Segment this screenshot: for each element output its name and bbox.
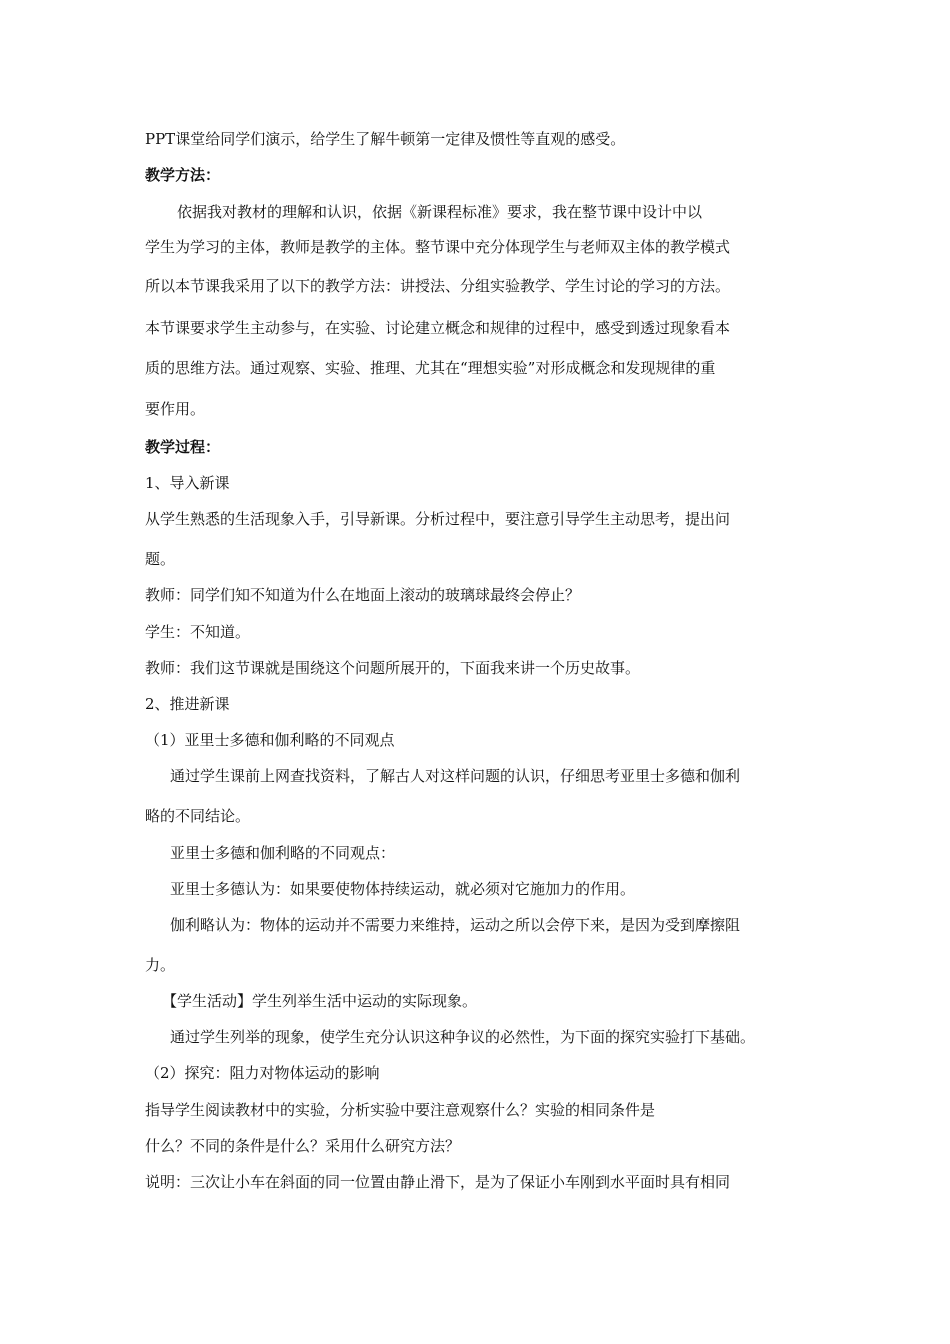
subheading: （1）亚里士多德和伽利略的不同观点 bbox=[145, 731, 395, 749]
paragraph-line: 力。 bbox=[145, 956, 176, 974]
paragraph-line: 说明：三次让小车在斜面的同一位置由静止滑下，是为了保证小车刚到水平面时具有相同 bbox=[145, 1173, 731, 1191]
text-line: PPT课堂给同学们演示，给学生了解牛顿第一定律及惯性等直观的感受。 bbox=[145, 130, 626, 148]
paragraph-line: 所以本节课我采用了以下的教学方法：讲授法、分组实验教学、学生讨论的学习的方法。 bbox=[145, 277, 731, 295]
paragraph-line: 要作用。 bbox=[145, 400, 206, 418]
paragraph-line: 亚里士多德和伽利略的不同观点： bbox=[170, 844, 396, 862]
paragraph-line: 指导学生阅读教材中的实验，分析实验中要注意观察什么？实验的相同条件是 bbox=[145, 1101, 656, 1119]
paragraph-line: 题。 bbox=[145, 550, 176, 568]
paragraph-line: 通过学生列举的现象，使学生充分认识这种争议的必然性，为下面的探究实验打下基础。 bbox=[170, 1028, 756, 1046]
subheading: 2、推进新课 bbox=[145, 695, 230, 713]
paragraph-line: 从学生熟悉的生活现象入手，引导新课。分析过程中，要注意引导学生主动思考，提出问 bbox=[145, 510, 731, 528]
paragraph-line: 质的思维方法。通过观察、实验、推理、尤其在“理想实验”对形成概念和发现规律的重 bbox=[145, 359, 716, 377]
subheading: （2）探究：阻力对物体运动的影响 bbox=[145, 1064, 380, 1082]
paragraph-line: 通过学生课前上网查找资料，了解古人对这样问题的认识，仔细思考亚里士多德和伽利 bbox=[170, 767, 741, 785]
paragraph-line: 伽利略认为：物体的运动并不需要力来维持，运动之所以会停下来，是因为受到摩擦阻 bbox=[170, 916, 741, 934]
section-heading-teaching-methods: 教学方法： bbox=[145, 166, 221, 184]
subheading: 1、导入新课 bbox=[145, 474, 230, 492]
paragraph-line: 亚里士多德认为：如果要使物体持续运动，就必须对它施加力的作用。 bbox=[170, 880, 636, 898]
paragraph-line: 【学生活动】学生列举生活中运动的实际现象。 bbox=[162, 992, 478, 1010]
dialogue-line: 学生：不知道。 bbox=[145, 623, 251, 641]
paragraph-line: 学生为学习的主体，教师是教学的主体。整节课中充分体现学生与老师双主体的教学模式 bbox=[145, 238, 731, 256]
dialogue-line: 教师：同学们知不知道为什么在地面上滚动的玻璃球最终会停止？ bbox=[145, 586, 581, 604]
paragraph-line: 略的不同结论。 bbox=[145, 807, 251, 825]
section-heading-teaching-process: 教学过程： bbox=[145, 438, 221, 456]
paragraph-line: 什么？不同的条件是什么？采用什么研究方法？ bbox=[145, 1137, 461, 1155]
dialogue-line: 教师：我们这节课就是围绕这个问题所展开的，下面我来讲一个历史故事。 bbox=[145, 659, 641, 677]
paragraph-line: 本节课要求学生主动参与，在实验、讨论建立概念和规律的过程中，感受到透过现象看本 bbox=[145, 319, 731, 337]
paragraph-line: 依据我对教材的理解和认识，依据《新课程标准》要求，我在整节课中设计中以 bbox=[177, 203, 703, 221]
